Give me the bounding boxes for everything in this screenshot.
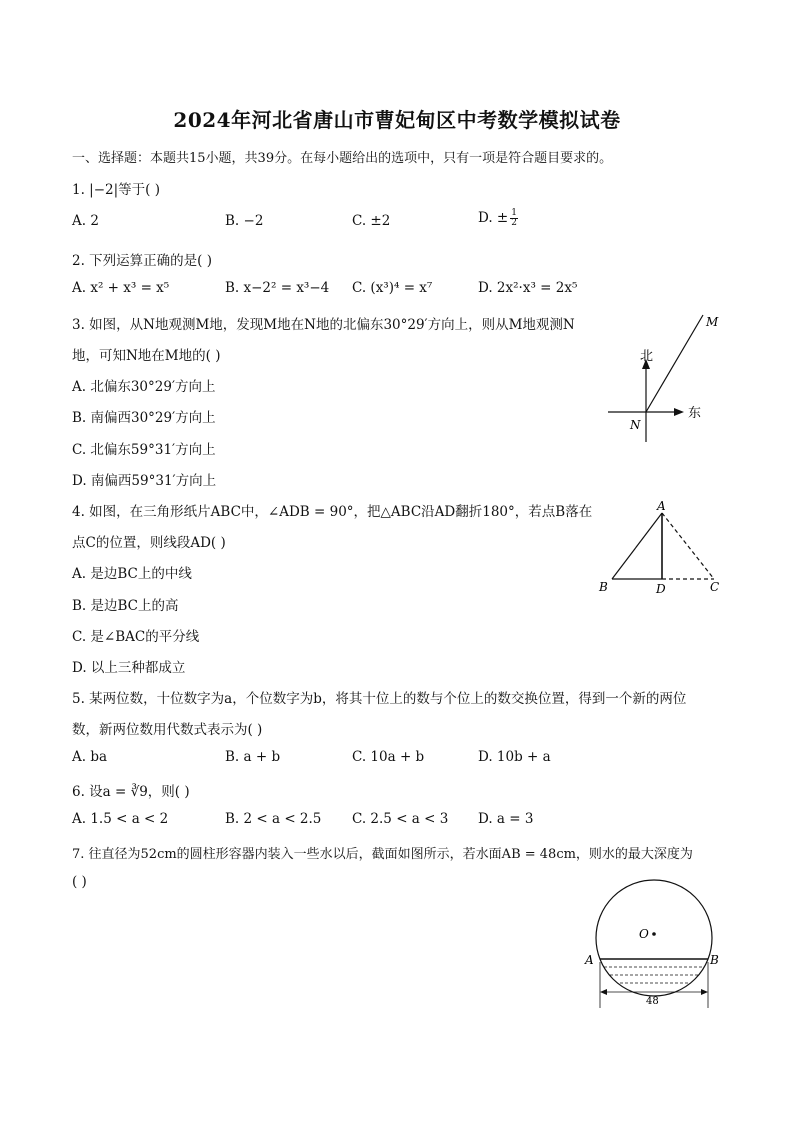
q2-option-a[interactable]: A. x² + x³ = x⁵ (72, 280, 170, 296)
q4-stem-line1: 4. 如图，在三角形纸片ABC中，∠ADB = 90°，把△ABC沿AD翻折180°，若点B落在 (72, 504, 593, 520)
point-b-label: B (599, 580, 608, 594)
q3-option-b[interactable]: B. 南偏西30°29′方向上 (72, 410, 216, 426)
north-label: 北 (640, 349, 654, 364)
q2-options (72, 280, 672, 302)
q6-option-a[interactable]: A. 1.5 < a < 2 (72, 811, 169, 827)
dimension-arrow-left (600, 989, 607, 995)
point-b-label: B (710, 953, 719, 967)
nm-line (646, 315, 703, 412)
q6-option-c[interactable]: C. 2.5 < a < 3 (352, 811, 449, 827)
q5-option-a[interactable]: A. ba (72, 749, 108, 765)
point-a-label: A (585, 953, 594, 967)
q1-options (72, 208, 672, 235)
q2-option-b[interactable]: B. x−2² = x³−4 (225, 280, 330, 296)
center-point (652, 932, 656, 936)
dimension-label: 48 (646, 996, 659, 1007)
q4-option-c[interactable]: C. 是∠BAC的平分线 (72, 629, 200, 645)
q7-stem-line1: 7. 往直径为52cm的圆柱形容器内装入一些水以后，截面如图所示，若水面AB = 48cm，则水的最大深度为 (72, 847, 693, 862)
q4-option-d[interactable]: D. 以上三种都成立 (72, 660, 186, 676)
q6-stem: 6. 设a = ∛9，则( ) (72, 784, 190, 800)
q1-option-c[interactable]: C. ±2 (352, 213, 391, 229)
q1-option-d-prefix: D. ± (478, 210, 509, 226)
q7-circle-figure (580, 878, 730, 1013)
q5-stem-line2: 数，新两位数用代数式表示为( ) (72, 722, 263, 738)
q3-option-c[interactable]: C. 北偏东59°31′方向上 (72, 442, 216, 458)
q7-stem-line2: ( ) (72, 874, 87, 890)
q4-option-a[interactable]: A. 是边BC上的中线 (72, 566, 192, 582)
side-ab (612, 513, 662, 579)
east-label: 东 (688, 406, 702, 421)
east-arrowhead (674, 408, 684, 416)
q1-option-b[interactable]: B. −2 (225, 213, 264, 229)
q2-option-d[interactable]: D. 2x²·x³ = 2x⁵ (478, 280, 578, 296)
q1-option-d[interactable] (478, 209, 518, 228)
point-m-label: M (706, 315, 719, 329)
q6-option-b[interactable]: B. 2 < a < 2.5 (225, 811, 322, 827)
q6-options (72, 811, 672, 833)
side-ac (662, 513, 714, 579)
q5-options (72, 749, 672, 771)
q3-stem-line1: 3. 如图，从N地观测M地，发现M地在N地的北偏东30°29′方向上，则从M地观测N (72, 317, 575, 333)
q5-option-d[interactable]: D. 10b + a (478, 749, 551, 765)
q1-stem: 1. |−2|等于( ) (72, 182, 160, 198)
q4-option-b[interactable]: B. 是边BC上的高 (72, 598, 179, 614)
point-n-label: N (630, 418, 641, 432)
q5-option-b[interactable]: B. a + b (225, 749, 281, 765)
center-o-label: O (639, 927, 649, 941)
fraction (510, 209, 518, 228)
q5-option-c[interactable]: C. 10a + b (352, 749, 425, 765)
q3-stem-line2: 地，可知N地在M地的( ) (72, 348, 221, 364)
fraction-numerator: 1 (511, 208, 517, 218)
point-d-label: D (656, 582, 666, 596)
q4-stem-line2: 点C的位置，则线段AD( ) (72, 535, 226, 551)
q3-option-a[interactable]: A. 北偏东30°29′方向上 (72, 379, 216, 395)
cylinder-cross-section (596, 880, 712, 996)
q4-triangle-figure (590, 495, 730, 600)
point-c-label: C (710, 580, 720, 594)
q5-stem-line1: 5. 某两位数，十位数字为a，个位数字为b，将其十位上的数与个位上的数交换位置，得到一个新的两位 (72, 691, 687, 707)
q2-stem: 2. 下列运算正确的是( ) (72, 253, 212, 269)
dimension-arrow-right (701, 989, 708, 995)
q3-option-d[interactable]: D. 南偏西59°31′方向上 (72, 473, 217, 489)
q2-option-c[interactable]: C. (x³)⁴ = x⁷ (352, 280, 433, 296)
page-title: 2024年河北省唐山市曹妃甸区中考数学模拟试卷 (173, 108, 621, 132)
q6-option-d[interactable]: D. a = 3 (478, 811, 534, 827)
q1-option-a[interactable]: A. 2 (72, 213, 99, 229)
point-a-label: A (657, 499, 666, 513)
fraction-denominator: 2 (511, 218, 517, 228)
section-heading: 一、选择题：本题共15小题，共39分。在每小题给出的选项中，只有一项是符合题目要求的。 (72, 151, 613, 166)
q3-compass-figure (600, 305, 730, 450)
